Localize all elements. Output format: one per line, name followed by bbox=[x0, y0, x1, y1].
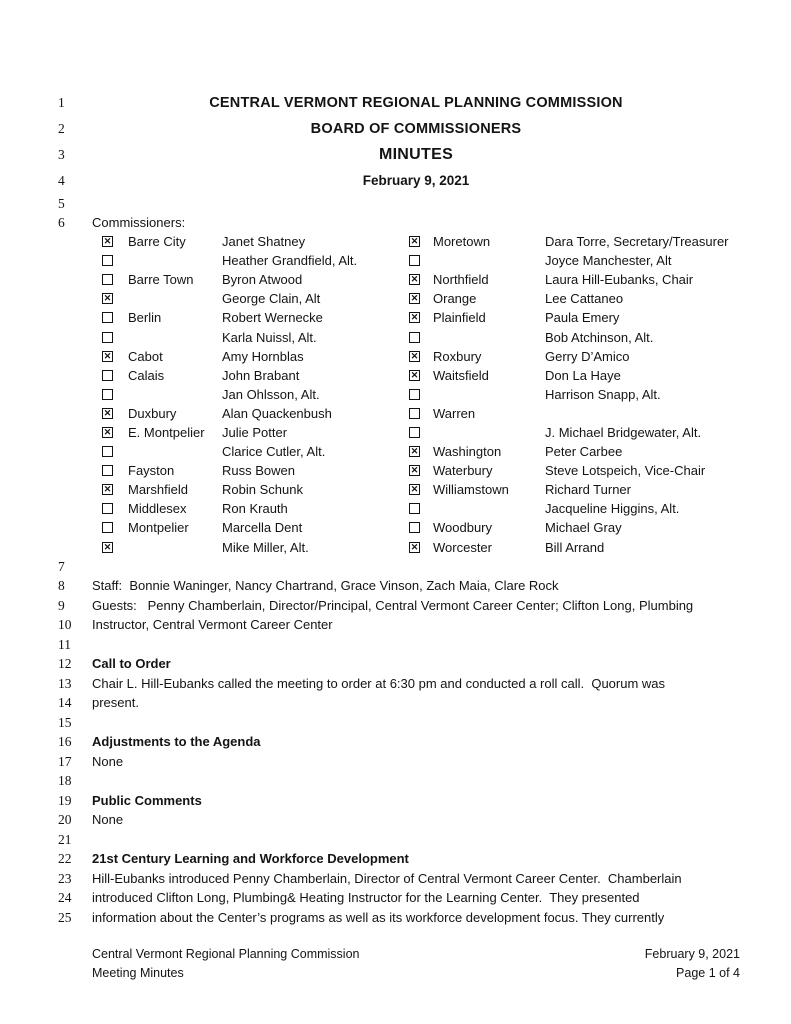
municipality-name: Williamstown bbox=[433, 482, 509, 498]
commissioner-name: Peter Carbee bbox=[545, 444, 623, 460]
commissioner-row bbox=[92, 308, 740, 327]
line-number: 1 bbox=[58, 95, 65, 110]
commissioner-row bbox=[92, 423, 740, 442]
checkbox-unchecked-icon bbox=[409, 503, 420, 514]
doc-line-17 bbox=[58, 752, 740, 772]
attendance-checkbox-cell bbox=[409, 370, 433, 381]
doc-line-15 bbox=[58, 713, 740, 733]
document-header bbox=[58, 90, 740, 232]
attendance-checkbox-cell bbox=[102, 522, 128, 533]
commissioner-name: Paula Emery bbox=[545, 310, 620, 326]
doc-line-4 bbox=[58, 168, 740, 194]
attendance-checkbox-cell bbox=[102, 408, 128, 419]
commissioner-name: Harrison Snapp, Alt. bbox=[545, 386, 661, 402]
doc-line-2 bbox=[58, 116, 740, 142]
checkbox-checked-icon: ✕ bbox=[103, 236, 112, 247]
line-text: Hill-Eubanks introduced Penny Chamberlain, Director of Central Vermont Career Center. Chamberlain bbox=[92, 870, 682, 886]
doc-line-24 bbox=[58, 888, 740, 908]
attendance-checkbox-cell bbox=[409, 427, 433, 438]
commissioner-name: Dara Torre, Secretary/Treasurer bbox=[545, 234, 729, 250]
doc-line-1 bbox=[58, 90, 740, 116]
line-text bbox=[92, 713, 740, 733]
line-number: 16 bbox=[58, 734, 72, 750]
line-text: None bbox=[92, 753, 124, 769]
commissioner-name: Marcella Dent bbox=[222, 520, 303, 536]
attendance-checkbox-cell bbox=[409, 389, 433, 400]
line-text bbox=[92, 830, 740, 850]
commissioner-name: J. Michael Bridgewater, Alt. bbox=[545, 424, 702, 440]
municipality-name: Berlin bbox=[128, 310, 162, 326]
line-text: Chair L. Hill-Eubanks called the meeting to order at 6:30 pm and conducted a roll call. Quorum was bbox=[92, 675, 666, 691]
line-text: Commissioners: bbox=[92, 215, 186, 230]
checkbox-unchecked-icon bbox=[102, 446, 113, 457]
checkbox-checked-icon: ✕ bbox=[410, 312, 419, 323]
checkbox-unchecked-icon bbox=[102, 332, 113, 343]
line-number: 6 bbox=[58, 215, 65, 230]
commissioner-name: Julie Potter bbox=[222, 424, 288, 440]
checkbox-unchecked-icon bbox=[102, 274, 113, 285]
attendance-checkbox-cell bbox=[409, 236, 433, 247]
doc-line-16 bbox=[58, 732, 740, 752]
checkbox-unchecked-icon bbox=[102, 255, 113, 266]
commissioner-name: John Brabant bbox=[222, 367, 300, 383]
municipality-name: Roxbury bbox=[433, 348, 482, 364]
commissioner-row bbox=[92, 347, 740, 366]
commissioner-name: Mike Miller, Alt. bbox=[222, 539, 309, 555]
municipality-name: Washington bbox=[433, 444, 502, 460]
doc-line-19 bbox=[58, 791, 740, 811]
attendance-checkbox-cell bbox=[102, 236, 128, 247]
doc-line-6 bbox=[58, 214, 740, 232]
line-text: Staff: Bonnie Waninger, Nancy Chartrand, Grace Vinson, Zach Maia, Clare Rock bbox=[92, 578, 559, 594]
municipality-name: Fayston bbox=[128, 463, 175, 479]
commissioner-row bbox=[92, 232, 740, 251]
doc-line-3 bbox=[58, 142, 740, 168]
checkbox-unchecked-icon bbox=[409, 255, 420, 266]
commissioner-row bbox=[92, 442, 740, 461]
commissioner-row bbox=[92, 270, 740, 289]
footer-organization: Central Vermont Regional Planning Commission bbox=[92, 947, 360, 962]
commissioner-name: Bill Arrand bbox=[545, 539, 605, 555]
line-number: 19 bbox=[58, 792, 72, 808]
municipality-name: Middlesex bbox=[128, 501, 187, 517]
commissioner-row bbox=[92, 538, 740, 557]
checkbox-unchecked-icon bbox=[409, 389, 420, 400]
attendance-checkbox-cell bbox=[102, 332, 128, 343]
checkbox-checked-icon: ✕ bbox=[410, 274, 419, 285]
checkbox-unchecked-icon bbox=[409, 427, 420, 438]
line-number: 13 bbox=[58, 675, 72, 691]
line-number: 14 bbox=[58, 695, 72, 711]
line-text bbox=[92, 635, 740, 655]
line-text: Adjustments to the Agenda bbox=[92, 734, 261, 750]
document-body bbox=[58, 557, 740, 928]
attendance-checkbox-cell bbox=[102, 389, 128, 400]
line-text: CENTRAL VERMONT REGIONAL PLANNING COMMISSION bbox=[209, 95, 623, 111]
line-number: 17 bbox=[58, 753, 72, 769]
commissioner-name: Jan Ohlsson, Alt. bbox=[222, 386, 320, 402]
checkbox-unchecked-icon bbox=[102, 389, 113, 400]
checkbox-unchecked-icon bbox=[409, 408, 420, 419]
line-text bbox=[92, 194, 740, 214]
commissioner-name: Byron Atwood bbox=[222, 272, 303, 288]
checkbox-checked-icon: ✕ bbox=[410, 369, 419, 380]
municipality-name: Marshfield bbox=[128, 482, 188, 498]
line-number: 12 bbox=[58, 656, 72, 672]
checkbox-checked-icon: ✕ bbox=[103, 350, 112, 361]
checkbox-checked-icon: ✕ bbox=[410, 350, 419, 361]
commissioner-name: Robin Schunk bbox=[222, 482, 303, 498]
commissioner-name: Steve Lotspeich, Vice-Chair bbox=[545, 463, 706, 479]
line-number: 10 bbox=[58, 617, 72, 633]
line-number: 3 bbox=[58, 147, 65, 162]
commissioner-row bbox=[92, 327, 740, 346]
doc-line-25 bbox=[58, 908, 740, 928]
attendance-checkbox-cell bbox=[102, 293, 128, 304]
doc-line-5 bbox=[58, 194, 740, 214]
checkbox-checked-icon: ✕ bbox=[103, 293, 112, 304]
commissioner-row bbox=[92, 480, 740, 499]
attendance-checkbox-cell bbox=[409, 522, 433, 533]
attendance-checkbox-cell bbox=[409, 274, 433, 285]
doc-line-20 bbox=[58, 810, 740, 830]
doc-line-21 bbox=[58, 830, 740, 850]
attendance-checkbox-cell bbox=[102, 465, 128, 476]
commissioner-name: Heather Grandfield, Alt. bbox=[222, 253, 358, 269]
checkbox-unchecked-icon bbox=[409, 332, 420, 343]
commissioner-name: Richard Turner bbox=[545, 482, 631, 498]
municipality-name: Waterbury bbox=[433, 463, 493, 479]
footer-page-number: Page 1 of 4 bbox=[676, 965, 740, 980]
line-number: 20 bbox=[58, 812, 72, 828]
municipality-name: Moretown bbox=[433, 234, 491, 250]
municipality-name: Plainfield bbox=[433, 310, 486, 326]
checkbox-unchecked-icon bbox=[409, 522, 420, 533]
municipality-name: Northfield bbox=[433, 272, 489, 288]
checkbox-checked-icon: ✕ bbox=[103, 541, 112, 552]
attendance-checkbox-cell bbox=[102, 351, 128, 362]
page-footer bbox=[92, 945, 740, 982]
doc-line-18 bbox=[58, 771, 740, 791]
checkbox-checked-icon: ✕ bbox=[410, 484, 419, 495]
line-number: 2 bbox=[58, 121, 65, 136]
commissioners-roll-call-table bbox=[92, 232, 740, 557]
checkbox-checked-icon: ✕ bbox=[410, 236, 419, 247]
commissioner-row bbox=[92, 366, 740, 385]
line-text: Public Comments bbox=[92, 792, 202, 808]
municipality-name: Orange bbox=[433, 291, 477, 307]
line-text: None bbox=[92, 812, 124, 828]
municipality-name: Woodbury bbox=[433, 520, 493, 536]
checkbox-unchecked-icon bbox=[102, 522, 113, 533]
attendance-checkbox-cell bbox=[102, 427, 128, 438]
commissioner-name: Russ Bowen bbox=[222, 463, 295, 479]
commissioner-name: Janet Shatney bbox=[222, 234, 306, 250]
municipality-name: Calais bbox=[128, 367, 165, 383]
checkbox-unchecked-icon bbox=[102, 503, 113, 514]
attendance-checkbox-cell bbox=[102, 274, 128, 285]
line-number: 8 bbox=[58, 578, 65, 594]
line-text: Instructor, Central Vermont Career Center bbox=[92, 617, 333, 633]
doc-line-9 bbox=[58, 596, 740, 616]
doc-line-10 bbox=[58, 615, 740, 635]
commissioner-name: Karla Nuissl, Alt. bbox=[222, 329, 317, 345]
doc-line-14 bbox=[58, 693, 740, 713]
doc-line-23 bbox=[58, 869, 740, 889]
checkbox-unchecked-icon bbox=[102, 312, 113, 323]
attendance-checkbox-cell bbox=[102, 503, 128, 514]
checkbox-checked-icon: ✕ bbox=[410, 465, 419, 476]
commissioner-name: George Clain, Alt bbox=[222, 291, 321, 307]
municipality-name: Montpelier bbox=[128, 520, 189, 536]
line-number: 9 bbox=[58, 597, 65, 613]
checkbox-checked-icon: ✕ bbox=[103, 426, 112, 437]
checkbox-unchecked-icon bbox=[102, 465, 113, 476]
commissioner-name: Robert Wernecke bbox=[222, 310, 323, 326]
line-number: 25 bbox=[58, 909, 72, 925]
line-text bbox=[92, 771, 740, 791]
line-number: 23 bbox=[58, 870, 72, 886]
attendance-checkbox-cell bbox=[102, 446, 128, 457]
commissioner-row bbox=[92, 385, 740, 404]
line-text: Guests: Penny Chamberlain, Director/Principal, Central Vermont Career Center; Clifton Long, Plumbing bbox=[92, 597, 694, 613]
commissioner-name: Clarice Cutler, Alt. bbox=[222, 444, 326, 460]
attendance-checkbox-cell bbox=[409, 332, 433, 343]
municipality-name: Barre Town bbox=[128, 272, 194, 288]
attendance-checkbox-cell bbox=[409, 312, 433, 323]
commissioner-name: Lee Cattaneo bbox=[545, 291, 624, 307]
commissioner-row bbox=[92, 461, 740, 480]
municipality-name: E. Montpelier bbox=[128, 424, 205, 440]
line-text: 21st Century Learning and Workforce Development bbox=[92, 851, 409, 867]
attendance-checkbox-cell bbox=[102, 370, 128, 381]
commissioner-name: Alan Quackenbush bbox=[222, 405, 332, 421]
line-number: 7 bbox=[58, 558, 65, 574]
footer-left bbox=[92, 945, 360, 982]
attendance-checkbox-cell bbox=[409, 293, 433, 304]
attendance-checkbox-cell bbox=[102, 484, 128, 495]
municipality-name: Worcester bbox=[433, 539, 492, 555]
line-number: 15 bbox=[58, 714, 72, 730]
checkbox-checked-icon: ✕ bbox=[410, 446, 419, 457]
commissioner-row bbox=[92, 404, 740, 423]
attendance-checkbox-cell bbox=[409, 351, 433, 362]
attendance-checkbox-cell bbox=[409, 503, 433, 514]
line-text: information about the Center’s programs as well as its workforce development focus. They currently bbox=[92, 909, 665, 925]
line-text: MINUTES bbox=[378, 146, 454, 163]
checkbox-checked-icon: ✕ bbox=[410, 293, 419, 304]
municipality-name: Waitsfield bbox=[433, 367, 489, 383]
commissioner-name: Michael Gray bbox=[545, 520, 622, 536]
checkbox-checked-icon: ✕ bbox=[103, 484, 112, 495]
commissioner-row bbox=[92, 251, 740, 270]
line-number: 24 bbox=[58, 890, 72, 906]
line-text: Call to Order bbox=[92, 656, 171, 672]
commissioner-name: Gerry D’Amico bbox=[545, 348, 630, 364]
attendance-checkbox-cell bbox=[409, 542, 433, 553]
commissioner-name: Joyce Manchester, Alt bbox=[545, 253, 672, 269]
footer-date: February 9, 2021 bbox=[644, 947, 740, 962]
checkbox-checked-icon: ✕ bbox=[410, 541, 419, 552]
line-text: present. bbox=[92, 695, 139, 711]
doc-line-7 bbox=[58, 557, 740, 577]
municipality-name: Duxbury bbox=[128, 405, 177, 421]
municipality-name: Warren bbox=[433, 405, 476, 421]
doc-line-13 bbox=[58, 674, 740, 694]
doc-line-8 bbox=[58, 576, 740, 596]
line-text: introduced Clifton Long, Plumbing& Heating Instructor for the Learning Center. They presented bbox=[92, 890, 640, 906]
line-text: February 9, 2021 bbox=[362, 173, 470, 188]
line-text: BOARD OF COMMISSIONERS bbox=[310, 121, 522, 137]
checkbox-checked-icon: ✕ bbox=[103, 407, 112, 418]
attendance-checkbox-cell bbox=[102, 542, 128, 553]
commissioner-row bbox=[92, 499, 740, 518]
attendance-checkbox-cell bbox=[102, 255, 128, 266]
footer-document-type: Meeting Minutes bbox=[92, 965, 184, 980]
commissioner-name: Amy Hornblas bbox=[222, 348, 304, 364]
attendance-checkbox-cell bbox=[409, 408, 433, 419]
line-number: 4 bbox=[58, 173, 65, 188]
doc-line-12 bbox=[58, 654, 740, 674]
attendance-checkbox-cell bbox=[409, 446, 433, 457]
commissioner-name: Ron Krauth bbox=[222, 501, 288, 517]
commissioner-name: Don La Haye bbox=[545, 367, 621, 383]
line-number: 18 bbox=[58, 773, 72, 789]
attendance-checkbox-cell bbox=[409, 255, 433, 266]
commissioner-name: Jacqueline Higgins, Alt. bbox=[545, 501, 680, 517]
line-number: 5 bbox=[58, 196, 65, 211]
commissioner-row bbox=[92, 518, 740, 537]
attendance-checkbox-cell bbox=[409, 484, 433, 495]
doc-line-22 bbox=[58, 849, 740, 869]
checkbox-unchecked-icon bbox=[102, 370, 113, 381]
commissioner-name: Bob Atchinson, Alt. bbox=[545, 329, 654, 345]
line-text bbox=[92, 557, 740, 577]
line-number: 22 bbox=[58, 851, 72, 867]
commissioner-name: Laura Hill-Eubanks, Chair bbox=[545, 272, 694, 288]
doc-line-11 bbox=[58, 635, 740, 655]
footer-right bbox=[645, 945, 740, 982]
attendance-checkbox-cell bbox=[102, 312, 128, 323]
municipality-name: Cabot bbox=[128, 348, 163, 364]
municipality-name: Barre City bbox=[128, 234, 186, 250]
line-number: 21 bbox=[58, 831, 72, 847]
attendance-checkbox-cell bbox=[409, 465, 433, 476]
line-number: 11 bbox=[58, 636, 71, 652]
commissioner-row bbox=[92, 289, 740, 308]
